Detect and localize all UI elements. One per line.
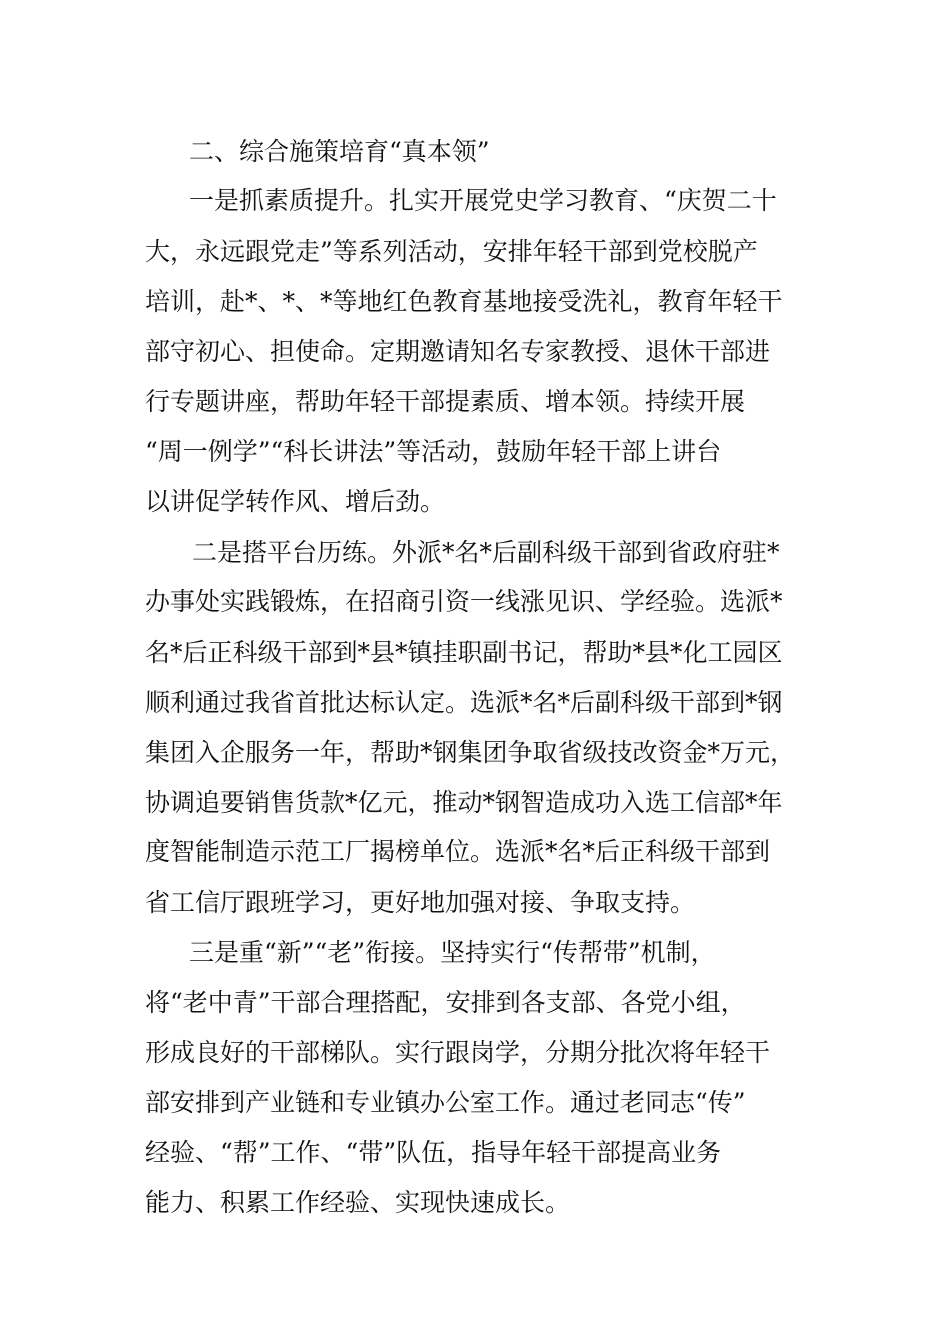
paragraph-2-line: 度智能制造示范工厂揭榜单位。选派*名*后正科级干部到 [145,837,771,866]
paragraph-1-line: 部守初心、担使命。定期邀请知名专家教授、退休干部进 [145,337,771,366]
paragraph-3-line: 形成良好的干部梯队。实行跟岗学，分期分批次将年轻干 [145,1038,771,1067]
paragraph-2-line: 省工信厅跟班学习，更好地加强对接、争取支持。 [145,888,696,917]
paragraph-3-line: 经验、“帮”工作、“带”队伍，指导年轻干部提高业务 [145,1138,722,1167]
paragraph-3-line: 将“老中青”干部合理搭配，安排到各支部、各党小组， [145,988,746,1017]
paragraph-3-line: 三是重“新”“老”衔接。坚持实行“传帮带”机制， [189,938,716,967]
paragraph-1-line: “周一例学”“科长讲法”等活动，鼓励年轻干部上讲台 [145,437,722,466]
paragraph-3-line: 能力、积累工作经验、实现快速成长。 [145,1188,571,1217]
paragraph-2-line: 二是搭平台历练。外派*名*后副科级干部到省政府驻* [192,538,780,567]
paragraph-2-line: 集团入企服务一年，帮助*钢集团争取省级技改资金*万元， [145,738,796,767]
paragraph-1-line: 一是抓素质提升。扎实开展党史学习教育、“庆贺二十 [189,186,777,215]
paragraph-2-line: 办事处实践锻炼，在招商引资一线涨见识、学经验。选派* [145,587,783,616]
paragraph-1-line: 以讲促学转作风、增后劲。 [145,487,446,516]
paragraph-3-line: 部安排到产业链和专业镇办公室工作。通过老同志“传” [145,1088,746,1117]
paragraph-1-line: 行专题讲座，帮助年轻干部提素质、增本领。持续开展 [145,387,746,416]
paragraph-1-line: 大，永远跟党走”等系列活动，安排年轻干部到党校脱产 [145,237,758,266]
paragraph-2-line: 名*后正科级干部到*县*镇挂职副书记，帮助*县*化工园区 [145,638,783,667]
section-heading: 二、综合施策培育“真本领” [189,137,490,166]
paragraph-2-line: 顺利通过我省首批达标认定。选派*名*后副科级干部到*钢 [145,688,783,717]
paragraph-2-line: 协调追要销售货款*亿元，推动*钢智造成功入选工信部*年 [145,788,783,817]
paragraph-1-line: 培训，赴*、*、*等地红色教育基地接受洗礼，教育年轻干 [145,287,783,316]
